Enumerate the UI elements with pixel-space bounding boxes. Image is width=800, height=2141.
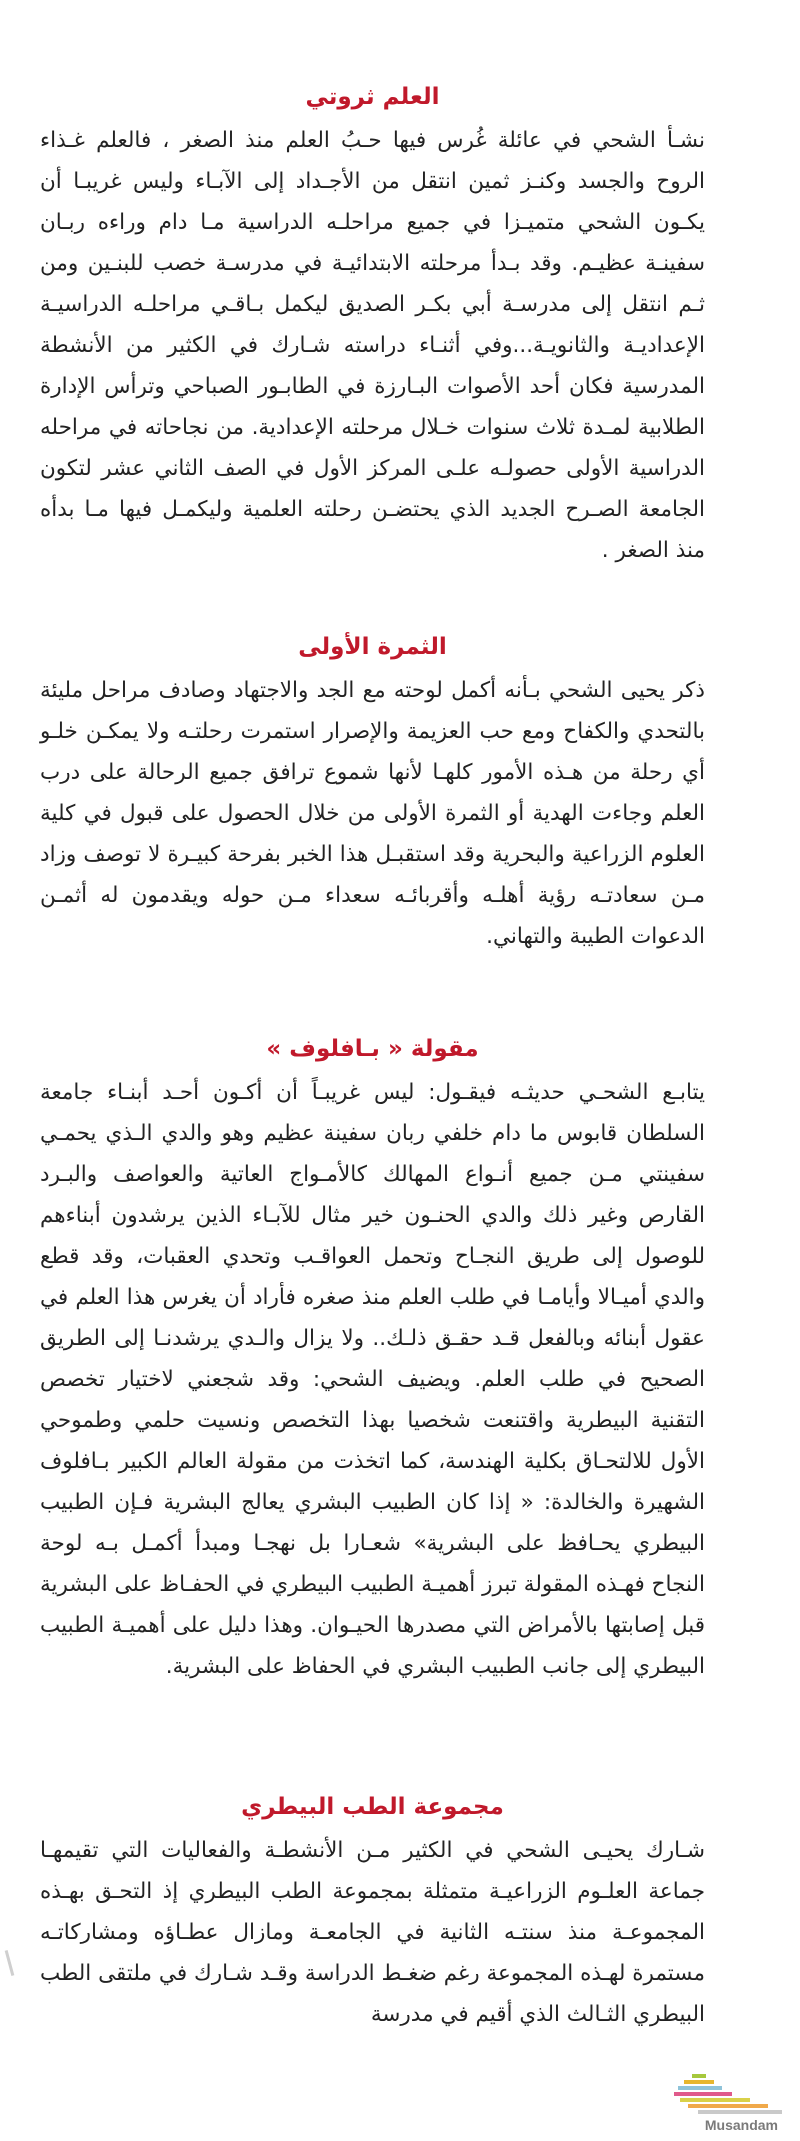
section-body: شـارك يحيـى الشحي في الكثير مـن الأنشطـة والفعاليات التي تقيمهـا جماعة العلـوم الزراعيـة متمثلة بمجموعة الطب البيطري إذ التحـق بهـذه المجموعـة منذ سنتـه الثانية في الجامعـة ومازال عطـاؤه ومشاركاتـه مستمرة لهـذه المجموعة رغم ضغـط الدراسة وقـد شـارك في ملتقى الطب البيطري الثـالث الذي أقيم في مدرسة: [40, 1838, 705, 2027]
section-title: الثمرة الأولى: [298, 634, 447, 660]
section-body: نشـأ الشحي في عائلة غُرس فيها حـبُ العلم منذ الصغر ، فالعلم غـذاء الروح والجسد وكنـز ثمين انتقل من الأجـداد إلى الآبـاء وليس غريبـا أن يكـون الشحي متميـزا في جميع مراحلـه الدراسية مـا دام وراءه ربـان سفينـة عظيـم. وقد بـدأ مرحلته الابتدائيـة في مدرسـة خصب للبنـين ومن ثـم انتقل إلى مدرسـة أبي بكـر الصديق ليكمل بـاقـي مراحلـه الدراسيـة الإعداديـة والثانويـة...وفي أثنـاء دراسته شـارك في الكثير من الأنشطة المدرسية فكان أحد الأصوات البـارزة في الطابـور الصباحي وترأس الإدارة الطلابية لمـدة ثلاث سنوات خـلال مرحلته الإعدادية. من نجاحاته في مراحله الدراسية الأولى حصولـه علـى المركز الأول في الصف الثاني عشر لتكون الجامعة الصـرح الجديد الذي يحتضـن رحلته العلمية وليكمـل فيها مـا بدأه منذ الصغر .: [40, 128, 705, 563]
section-body: يتابـع الشحـي حديثـه فيقـول: ليس غريبـاً أن أكـون أحـد أبنـاء جامعة السلطان قابوس ما دام خلفي ربان سفينة عظيم وهو والدي الـذي يحمـي سفينتي مـن جميع أنـواع المهالك كالأمـواج العاتية والعواصف والبـرد القارص وغير ذلك والدي الحنـون خير مثال للآبـاء الذين يرشدون أبناءهم للوصول إلى طريق النجـاح وتحمل العواقـب وتحدي العقبات، وقد قطع والدي أميـالا وأيامـا في طلب العلم منذ صغره فأراد أن يغرس هذا العلم في عقول أبنائه وبالفعل قـد حقـق ذلـك.. ولا يزال والـدي يرشدنـا إلى الطريق الصحيح في طلب العلم. ويضيف الشحي: وقد شجعني لاختيار تخصص التقنية البيطرية واقتنعت شخصيا بهذا التخصص ونسيت حلمي وطموحي الأول للالتحـاق بكلية الهندسة، كما اتخذت من مقولة العالم الكبير بـافلوف الشهيرة والخالدة: « إذا كان الطبيب البشري يعالج البشرية فـإن الطبيب البيطري يحـافظ على البشرية» شعـارا بل نهجـا ومبدأ أكمـل بـه لوحة النجاح فهـذه المقولة تبرز أهميـة الطبيب البيطري في الحفـاظ على البشرية قبل إصابتها بالأمراض التي مصدرها الحيـوان. وهذا دليل على أهميـة الطبيب البيطري إلى جانب الطبيب البشري في الحفاظ على البشرية.: [40, 1080, 705, 1679]
logo-text: Musandam: [704, 2117, 778, 2133]
section-title: العلم ثروتي: [305, 84, 440, 110]
section-first-fruit: [40, 630, 705, 957]
section-veterinary-group: [40, 1790, 705, 2035]
section-body: ذكر يحيى الشحي بـأنه أكمل لوحته مع الجد والاجتهاد وصادف مراحل مليئة بالتحدي والكفاح ومع حب العزيمة والإصرار استمرت رحلتـه ولا يمكـن خلـو أي رحلة من هـذه الأمور كلهـا لأنها شموع ترافق جميع الرحالة على درب العلم وجاءت الهدية أو الثمرة الأولى من خلال الحصول على قبول في كلية العلوم الزراعية والبحرية وقد استقبـل هذا الخبر بفرحة كبيـرة لا توصف وزاد مـن سعادتـه رؤية أهلـه وأقربائـه سعداء مـن حوله ويقدمون له أثمـن الدعوات الطيبة والتهاني.: [40, 678, 705, 949]
section-title: مقولة « بـافلوف »: [266, 1036, 479, 1062]
section-knowledge-wealth: [40, 80, 705, 571]
section-title: مجموعة الطب البيطري: [241, 1794, 504, 1820]
section-pavlov-quote: [40, 1032, 705, 1687]
